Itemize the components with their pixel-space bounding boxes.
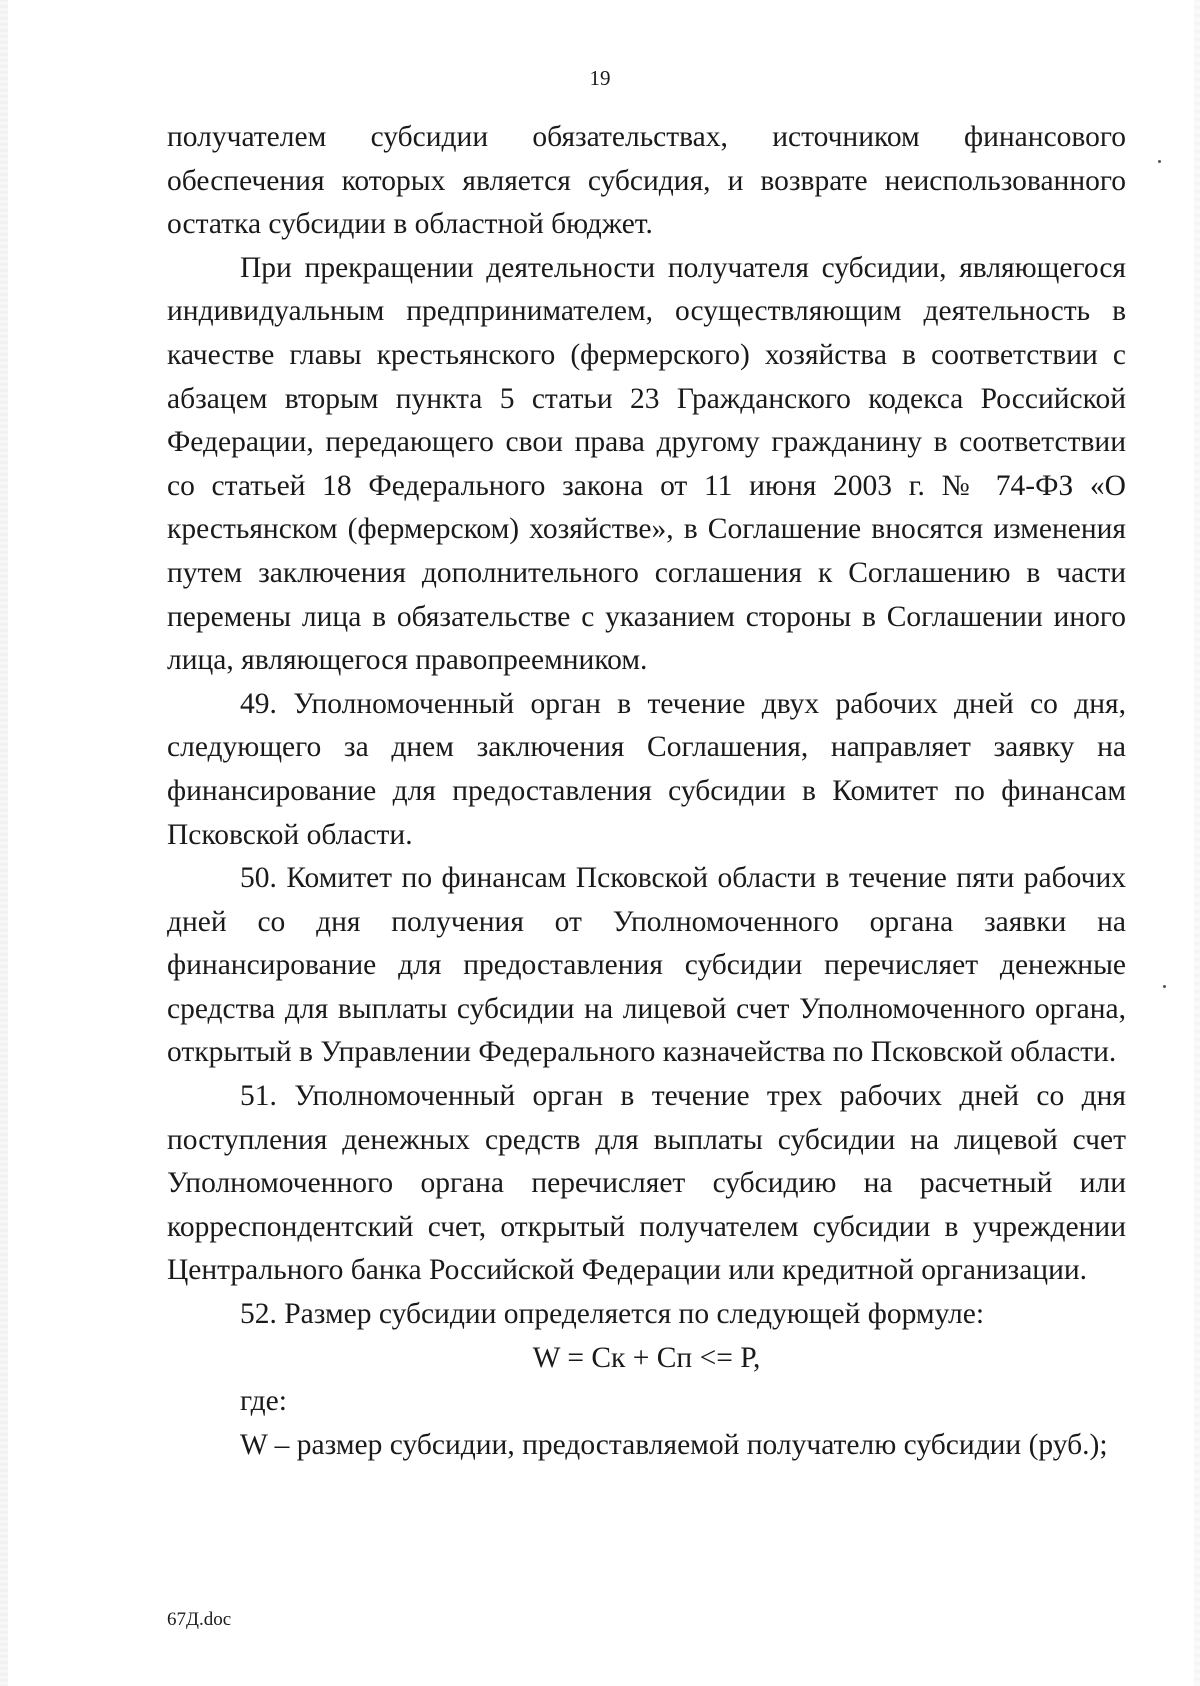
paragraph-49: 49. Уполномоченный орган в течение двух рабочих дней со дня, следующего за днем заключения Соглашения, направляет заявку на финансирование для предоставления субсидии в Комитет по финансам Псковской области. bbox=[167, 687, 1126, 851]
scan-edge-right bbox=[1194, 0, 1200, 1686]
scan-speck bbox=[1163, 985, 1166, 988]
paragraph-50: 50. Комитет по финансам Псковской области в течение пяти рабочих дней со дня получения от Уполномоченного органа заявки на финансирование для предоставления субсидии перечисляет денежные средства для выплаты субсидии на лицевой счет Уполномоченного органа, открытый в Управлении Федерального казначейства по Псковской области. bbox=[167, 862, 1126, 1069]
scan-speck bbox=[1158, 160, 1161, 163]
where-label: где: bbox=[240, 1385, 287, 1418]
paragraph-52: 52. Размер субсидии определяется по следующей формуле: bbox=[240, 1298, 985, 1331]
document-body bbox=[167, 116, 1126, 1467]
paragraph-termination: При прекращении деятельности получателя субсидии, являющегося индивидуальным предпринимателем, осуществляющим деятельность в качестве главы крестьянского (фермерского) хозяйства в соответствии с абзацем вторым пункта 5 статьи 23 Гражданского кодекса Российской Федерации, передающего свои права другому гражданину в соответствии со статьей 18 Федерального закона от 11 июня 2003 г. № 74-ФЗ «О крестьянском (фермерском) хозяйстве», в Соглашение вносятся изменения путем заключения дополнительного соглашения к Соглашению в части перемены лица в обязательстве с указанием стороны в Соглашении иного лица, являющегося правопреемником. bbox=[167, 251, 1126, 677]
footer-filename: 67Д.doc bbox=[167, 1609, 232, 1630]
page-number: 19 bbox=[589, 66, 611, 90]
definition-w: W – размер субсидии, предоставляемой получателю субсидии (руб.); bbox=[240, 1428, 1108, 1461]
paragraph-51: 51. Уполномоченный орган в течение трех рабочих дней со дня поступления денежных средств для выплаты субсидии на лицевой счет Уполномоченного органа перечисляет субсидию на расчетный или корреспондентский счет, открытый получателем субсидии в учреждении Центрального банка Российской Федерации или кредитной организации. bbox=[167, 1080, 1126, 1287]
paragraph-continuation: получателем субсидии обязательствах, источником финансового обеспечения которых является субсидия, и возврате неиспользованного остатка субсидии в областной бюджет. bbox=[167, 121, 1126, 241]
subsidy-formula: W = Ск + Сп <= Р, bbox=[532, 1341, 761, 1374]
scan-edge-left bbox=[0, 0, 8, 1686]
